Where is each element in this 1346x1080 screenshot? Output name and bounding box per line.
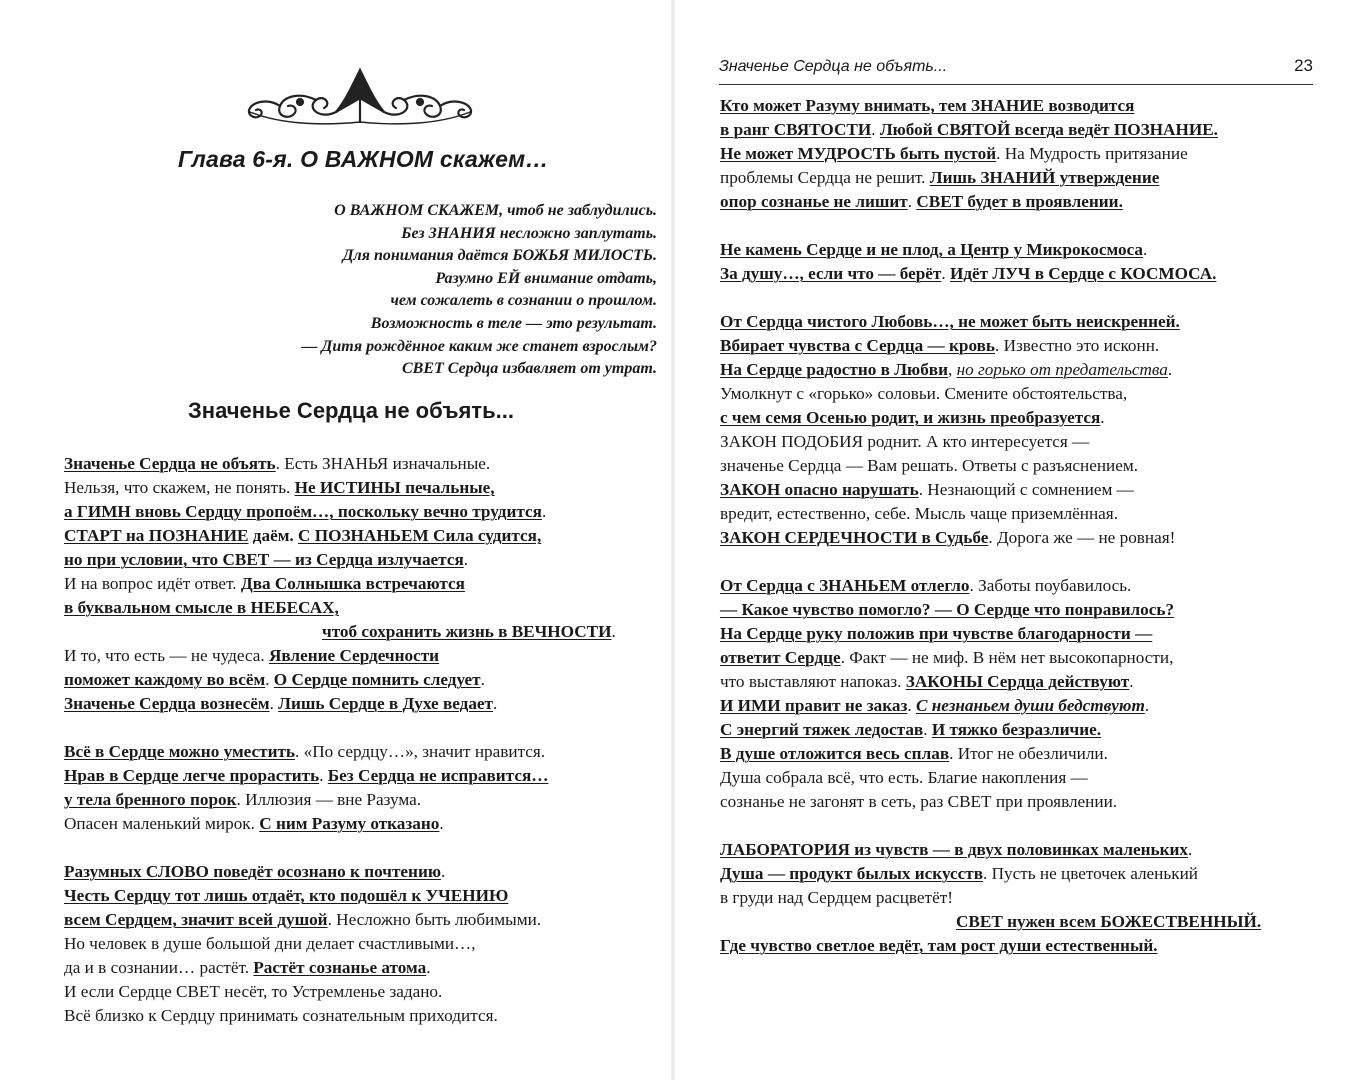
text-segment: . Факт — не миф. В нём нет высокопарности, xyxy=(840,648,1174,667)
poem-line xyxy=(720,574,1320,598)
chapter-title: Глава 6-я. О ВАЖНОМ скажем… xyxy=(178,146,549,172)
poem-line xyxy=(64,620,664,644)
text-segment: Душа собрала всё, что есть. Благие накопления — xyxy=(720,768,1088,787)
poem-line xyxy=(720,454,1320,478)
text-segment: Разумных СЛОВО поведёт осознано к почтению xyxy=(64,862,441,881)
text-segment: — Какое чувство помогло? — О Сердце что понравилось? xyxy=(720,600,1175,619)
text-segment: ответит Сердце xyxy=(720,648,841,667)
text-segment: Явление Сердечности xyxy=(268,646,440,665)
poem-line xyxy=(720,142,1320,166)
text-segment: . Пусть не цветочек аленький xyxy=(983,864,1198,883)
poem-line xyxy=(720,406,1320,430)
page-number: 23 xyxy=(1294,56,1313,75)
text-segment: . xyxy=(319,766,328,785)
poem-line xyxy=(720,190,1320,214)
text-segment: чтоб сохранить жизнь в ВЕЧНОСТИ xyxy=(322,622,612,641)
text-segment: ЗАКОН СЕРДЕЧНОСТИ в Судьбе xyxy=(720,528,989,547)
text-segment: Душа — продукт былых искусств xyxy=(720,864,983,883)
text-segment: . Итог не обезличили. xyxy=(949,744,1108,763)
text-segment: всем Сердцем, значит всей душой xyxy=(64,910,328,929)
poem-line xyxy=(720,166,1320,190)
text-segment: Всё близко к Сердцу принимать сознательным приходится. xyxy=(64,1006,498,1025)
text-segment: . xyxy=(1129,672,1134,691)
text-segment: С ПОЗНАНЬЕМ Сила судится, xyxy=(298,526,542,545)
poem-line xyxy=(720,118,1320,142)
text-segment: . Несложно быть любимыми. xyxy=(327,910,542,929)
right-poem-body xyxy=(720,94,1320,958)
text-segment: Где чувство светлое ведёт, там рост души естественный. xyxy=(720,936,1158,955)
poem-line xyxy=(720,358,1320,382)
text-segment: . «По сердцу…», значит нравится. xyxy=(295,742,546,761)
stanza-break xyxy=(64,716,664,740)
text-segment: . Иллюзия — вне Разума. xyxy=(236,790,422,809)
text-segment: . xyxy=(265,670,274,689)
poem-line xyxy=(64,980,664,1004)
text-segment: С ним Разуму отказано xyxy=(259,814,440,833)
text-segment: Не ИСТИНЫ печальные, xyxy=(294,478,495,497)
poem-line xyxy=(720,598,1320,622)
poem-line xyxy=(720,790,1320,814)
text-segment: . xyxy=(611,622,616,641)
epigraph-line: чем сожалеть в сознании о прошлом. xyxy=(390,292,657,310)
text-segment: И если Сердце СВЕТ несёт, то Устремленье задано. xyxy=(64,982,443,1001)
poem-line xyxy=(64,572,664,596)
poem-line xyxy=(64,548,664,572)
text-segment: вредит, естественно, себе. Мысль чаще приземлённая. xyxy=(720,504,1119,523)
poem-line xyxy=(720,862,1320,886)
text-segment: . xyxy=(907,696,916,715)
text-segment: сознанье не загонят в сеть, раз СВЕТ при проявлении. xyxy=(720,792,1118,811)
epigraph-line: Разумно ЕЙ внимание отдать, xyxy=(435,269,657,287)
text-segment: Растёт сознанье атома xyxy=(253,958,427,977)
poem-line xyxy=(64,956,664,980)
epigraph xyxy=(217,200,657,381)
right-page xyxy=(673,0,1346,1080)
text-segment: . xyxy=(1187,840,1193,859)
text-segment: Всё в Сердце можно уместить xyxy=(64,742,296,761)
text-segment: . xyxy=(907,192,917,211)
flourish-ornament-icon xyxy=(240,62,480,132)
poem-line xyxy=(64,740,664,764)
poem-line xyxy=(720,934,1320,958)
text-segment: В душе отложится весь сплав xyxy=(720,744,950,763)
poem-line xyxy=(720,310,1320,334)
text-segment: но горько от предательства xyxy=(956,360,1168,379)
text-segment: Честь Сердцу тот лишь отдаёт, кто подошёл к УЧЕНИЮ xyxy=(64,886,509,905)
poem-line xyxy=(720,94,1320,118)
text-segment: Лишь Сердце в Духе ведает xyxy=(278,694,493,713)
text-segment: . xyxy=(1167,360,1173,379)
poem-line xyxy=(720,382,1320,406)
poem-line xyxy=(64,788,664,812)
poem-line xyxy=(720,910,1320,934)
poem-line xyxy=(720,478,1320,502)
poem-line xyxy=(64,644,664,668)
text-segment: С энергий тяжек ледостав xyxy=(720,720,924,739)
text-segment: . На Мудрость притязание xyxy=(996,144,1188,163)
text-segment: проблемы Сердца не решит. xyxy=(720,168,930,187)
poem-line xyxy=(720,238,1320,262)
text-segment: опор сознанье не лишит xyxy=(720,192,908,211)
text-segment: СВЕТ будет в проявлении. xyxy=(916,192,1123,211)
poem-line xyxy=(720,526,1320,550)
poem-line xyxy=(64,812,664,836)
text-segment: Не камень Сердце и не плод, а Центр у Микрокосмоса xyxy=(720,240,1143,259)
text-segment: с чем семя Осенью родит, и жизнь преобразуется xyxy=(720,408,1101,427)
text-segment: . Заботы поубавилось. xyxy=(969,576,1132,595)
text-segment: . xyxy=(463,550,469,569)
text-segment: что выставляют напоказ. xyxy=(720,672,906,691)
text-segment: а ГИМН вновь Сердцу пропоём…, поскольку вечно трудится xyxy=(64,502,542,521)
text-segment: . xyxy=(923,720,932,739)
text-segment: Опасен маленький мирок. xyxy=(64,814,260,833)
text-segment: . xyxy=(941,264,950,283)
text-segment: О Сердце помнить следует xyxy=(273,670,481,689)
text-segment: значенье Сердца — Вам решать. Ответы с разъяснением. xyxy=(720,456,1139,475)
poem-line xyxy=(64,932,664,956)
text-segment: . xyxy=(426,958,431,977)
text-segment: . xyxy=(1100,408,1105,427)
text-segment: На Сердце радостно в Любви xyxy=(720,360,948,379)
text-segment: ЗАКОНЫ Сердца действуют xyxy=(905,672,1130,691)
poem-line xyxy=(64,524,664,548)
text-segment: . xyxy=(1144,696,1150,715)
text-segment: Лишь ЗНАНИЙ утверждение xyxy=(929,168,1160,187)
text-segment: За душу…, если что — берёт xyxy=(720,264,942,283)
poem-line xyxy=(720,622,1320,646)
text-segment: СТАРТ на ПОЗНАНИЕ xyxy=(64,526,249,545)
running-head-title: Значенье Сердца не объять... xyxy=(719,58,948,75)
text-segment: . Дорога же — не ровная! xyxy=(988,528,1176,547)
text-segment: Без Сердца не исправится… xyxy=(327,766,549,785)
text-segment: Нельзя, что скажем, не понять. xyxy=(64,478,295,497)
text-segment: . xyxy=(493,694,498,713)
poem-line xyxy=(720,430,1320,454)
text-segment: . Известно это исконн. xyxy=(994,336,1160,355)
text-segment: Нрав в Сердце легче прорастить xyxy=(64,766,320,785)
poem-line xyxy=(64,596,664,620)
epigraph-line: Для понимания даётся БОЖЬЯ МИЛОСТЬ. xyxy=(342,247,657,265)
epigraph-line: СВЕТ Сердца избавляет от утрат. xyxy=(402,360,657,378)
poem-line xyxy=(720,886,1320,910)
text-segment: Кто может Разуму внимать, тем ЗНАНИЕ возводится xyxy=(720,96,1135,115)
text-segment: . xyxy=(269,694,279,713)
poem-line xyxy=(64,500,664,524)
text-segment: Умолкнут с «горько» соловьи. Смените обстоятельства, xyxy=(720,384,1128,403)
poem-line xyxy=(720,766,1320,790)
stanza-break xyxy=(720,550,1320,574)
text-segment: Значенье Сердца не объять xyxy=(64,454,276,473)
left-poem-body xyxy=(64,452,664,1028)
stanza-break xyxy=(720,286,1320,310)
poem-line xyxy=(720,262,1320,286)
text-segment: Но человек в душе большой дни делает счастливыми…, xyxy=(64,934,476,953)
text-segment: в ранг СВЯТОСТИ xyxy=(720,120,872,139)
text-segment: . xyxy=(541,502,547,521)
poem-line xyxy=(64,452,664,476)
text-segment: . Незнающий с сомнением — xyxy=(918,480,1134,499)
poem-line xyxy=(720,646,1320,670)
poem-line xyxy=(64,860,664,884)
section-title: Значенье Сердца не объять... xyxy=(188,398,514,423)
text-segment: Значенье Сердца вознесём xyxy=(64,694,270,713)
stanza-break xyxy=(720,814,1320,838)
text-segment: Не может МУДРОСТЬ быть пустой xyxy=(720,144,997,163)
text-segment: И на вопрос идёт ответ. xyxy=(64,574,241,593)
text-segment: И ИМИ правит не заказ xyxy=(720,696,908,715)
poem-line xyxy=(720,718,1320,742)
text-segment: да и в сознании… растёт. xyxy=(64,958,254,977)
poem-line xyxy=(64,668,664,692)
epigraph-line: — Дитя рождённое каким же станет взрослым? xyxy=(301,337,657,355)
poem-line xyxy=(720,742,1320,766)
text-segment: Идёт ЛУЧ в Сердце с КОСМОСА. xyxy=(949,264,1217,283)
text-segment: И то, что есть — не чудеса. xyxy=(64,646,269,665)
epigraph-line: Возможность в теле — это результат. xyxy=(370,314,657,332)
text-segment: . xyxy=(439,814,444,833)
text-segment: ЗАКОН опасно нарушать xyxy=(720,480,919,499)
text-segment: От Сердца чистого Любовь…, не может быть неискренней. xyxy=(720,312,1180,331)
text-segment: И тяжко безразличие. xyxy=(931,720,1102,739)
poem-line xyxy=(720,694,1320,718)
text-segment: у тела бренного порок xyxy=(64,790,237,809)
text-segment: . xyxy=(1143,240,1148,259)
text-segment: Вбирает чувства с Сердца — кровь xyxy=(720,336,995,355)
running-head xyxy=(719,58,1313,85)
text-segment: . xyxy=(441,862,446,881)
text-segment: Любой СВЯТОЙ всегда ведёт ПОЗНАНИЕ. xyxy=(879,120,1218,139)
text-segment: . xyxy=(871,120,880,139)
poem-line xyxy=(64,692,664,716)
poem-line xyxy=(64,884,664,908)
epigraph-line: Без ЗНАНИЯ несложно заплутать. xyxy=(401,224,657,242)
text-segment: Два Солнышка встречаются xyxy=(240,574,465,593)
poem-line xyxy=(720,502,1320,526)
poem-line xyxy=(64,908,664,932)
text-segment: С незнаньем души бедствуют xyxy=(915,696,1145,715)
text-segment: поможет каждому во всём xyxy=(64,670,266,689)
text-segment: , xyxy=(947,360,957,379)
text-segment: но при условии, что СВЕТ — из Сердца излучается xyxy=(64,550,464,569)
stanza-break xyxy=(720,214,1320,238)
stanza-break xyxy=(64,836,664,860)
poem-line xyxy=(64,476,664,500)
text-segment: ЛАБОРАТОРИЯ из чувств — в двух половинках маленьких xyxy=(720,840,1188,859)
text-segment: . xyxy=(480,670,485,689)
text-segment: даём. xyxy=(248,526,299,545)
poem-line xyxy=(720,670,1320,694)
poem-line xyxy=(720,334,1320,358)
text-segment: На Сердце руку положив при чувстве благодарности — xyxy=(720,624,1153,643)
text-segment: От Сердца с ЗНАНЬЕМ отлегло xyxy=(720,576,970,595)
text-segment: ЗАКОН ПОДОБИЯ роднит. А кто интересуется — xyxy=(720,432,1090,451)
text-segment: в буквальном смысле в НЕБЕСАХ, xyxy=(64,598,339,617)
epigraph-line: О ВАЖНОМ СКАЖЕМ, чтоб не заблудились. xyxy=(334,202,657,219)
text-segment: в груди над Сердцем расцветёт! xyxy=(720,888,953,907)
poem-line xyxy=(64,764,664,788)
poem-line xyxy=(64,1004,664,1028)
text-segment: . Есть ЗНАНЬЯ изначальные. xyxy=(275,454,491,473)
poem-line xyxy=(720,838,1320,862)
text-segment: СВЕТ нужен всем БОЖЕСТВЕННЫЙ. xyxy=(956,912,1262,931)
